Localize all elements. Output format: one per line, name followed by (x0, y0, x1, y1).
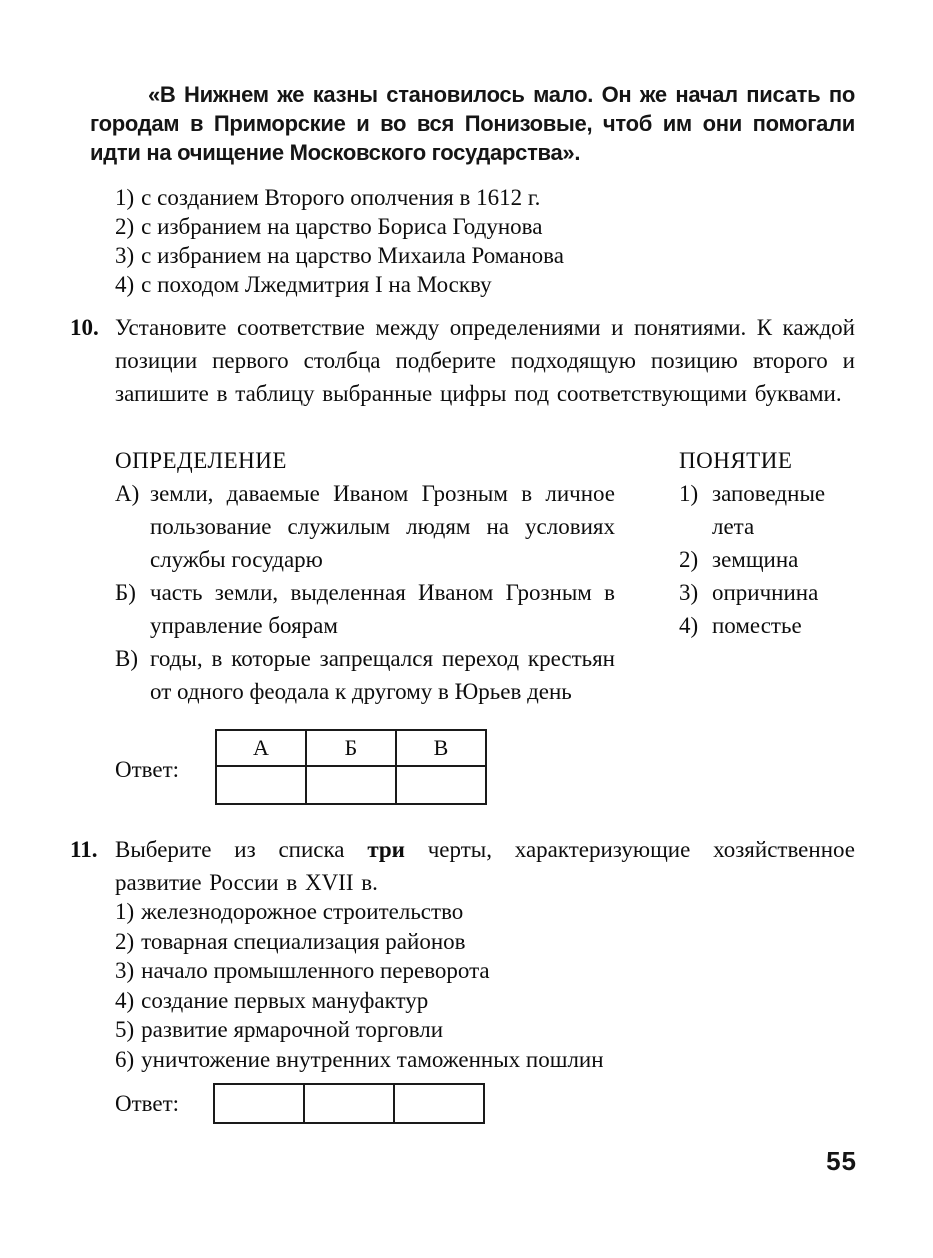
option-text: железнодорожное строительство (141, 899, 464, 924)
option-text: уничтожение внутренних таможенных пошлин (141, 1046, 604, 1072)
question-11 (70, 833, 855, 899)
q10-answer-cell-v[interactable] (396, 766, 486, 804)
option-text: с избранием на царство Бориса Годунова (141, 214, 543, 239)
q10-answer-table (215, 729, 487, 805)
list-item (115, 241, 564, 270)
q10-answer-label: Ответ: (115, 757, 180, 782)
concept-marker: 3) (679, 580, 699, 605)
question-10 (70, 311, 855, 410)
source-quote: «В Нижнем же казны становилось мало. Он же начал писать по городам в Приморские и во вся Понизовые, чтоб им они помогали идти на очищение Московского государства». (90, 82, 855, 165)
list-item (115, 1015, 604, 1045)
previous-question-options (115, 183, 564, 299)
question-11-bold-word: три (367, 837, 405, 862)
q11-answer-cell-3[interactable] (394, 1084, 484, 1123)
list-item (115, 270, 564, 299)
q10-answer-header-row (216, 730, 486, 766)
answer-column-header: А (216, 730, 306, 766)
option-marker: 1) (115, 185, 135, 210)
concept-item (679, 576, 855, 609)
concept-text: поместье (712, 613, 802, 638)
option-marker: 4) (115, 987, 135, 1013)
option-text: развитие ярмарочной торговли (141, 1017, 444, 1043)
option-text: с избранием на царство Михаила Романова (141, 243, 564, 268)
option-marker: 3) (115, 958, 135, 984)
option-marker: 1) (115, 899, 135, 924)
q11-answer-cell-2[interactable] (304, 1084, 394, 1123)
option-text: с походом Лжедмитрия I на Москву (141, 272, 492, 297)
q11-answer-cell-1[interactable] (214, 1084, 304, 1123)
definition-marker: Б) (115, 580, 136, 605)
page-number: 55 (826, 1146, 857, 1176)
list-item (115, 183, 564, 212)
option-marker: 2) (115, 928, 135, 954)
concept-text: опричнина (712, 580, 819, 605)
option-marker: 5) (115, 1017, 135, 1043)
option-text: создание первых мануфактур (141, 987, 429, 1013)
question-10-number: 10. (70, 315, 99, 340)
answer-column-header: В (396, 730, 486, 766)
q10-answer-cell-b[interactable] (306, 766, 396, 804)
definition-marker: А) (115, 481, 140, 506)
concepts-header: ПОНЯТИЕ (679, 448, 793, 473)
q11-answer-label: Ответ: (115, 1091, 180, 1116)
concept-item (679, 609, 855, 642)
option-marker: 3) (115, 243, 135, 268)
list-item (115, 212, 564, 241)
option-text: начало промышленного переворота (141, 958, 490, 984)
question-10-text: Установите соответствие между определениями и понятиями. К каждой позиции первого столбца подберите подходящую позицию второго и запишите в таблицу выбранные цифры под соответствующими буквами. (115, 315, 855, 406)
concept-marker: 1) (679, 481, 699, 506)
option-marker: 2) (115, 214, 135, 239)
q11-answer-input-row (214, 1084, 484, 1123)
list-item (115, 956, 604, 986)
definition-text: земли, даваемые Иваном Грозным в личное пользование служилым людям на условиях службы государю (150, 481, 615, 572)
concept-text: заповедные лета (712, 481, 826, 539)
concept-item (679, 543, 855, 576)
option-text: с созданием Второго ополчения в 1612 г. (141, 185, 541, 210)
list-item (115, 986, 604, 1016)
matching-columns (115, 444, 855, 708)
list-item (115, 927, 604, 957)
list-item (115, 897, 604, 927)
definitions-header: ОПРЕДЕЛЕНИЕ (115, 448, 287, 473)
definition-marker: В) (115, 646, 138, 671)
option-text: товарная специализация районов (141, 928, 466, 954)
definition-item (115, 576, 615, 642)
definition-text: часть земли, выделенная Иваном Грозным в управление боярам (150, 580, 615, 638)
concept-text: земщина (712, 547, 799, 572)
question-11-text-part: черты, характеризующие хозяйственное развитие России в XVII в. (115, 837, 855, 895)
question-11-text (115, 833, 855, 899)
definition-item (115, 642, 615, 708)
concepts-column (679, 444, 855, 708)
q10-answer-cell-a[interactable] (216, 766, 306, 804)
option-marker: 4) (115, 272, 135, 297)
option-marker: 6) (115, 1046, 135, 1072)
answer-column-header: Б (306, 730, 396, 766)
concept-item (679, 477, 855, 543)
definitions-column (115, 444, 615, 708)
concept-marker: 2) (679, 547, 699, 572)
q10-answer-input-row (216, 766, 486, 804)
question-11-options (115, 897, 604, 1075)
list-item (115, 1045, 604, 1075)
question-11-text-part: Выберите из списка (115, 837, 368, 862)
definition-text: годы, в которые запрещался переход крестьян от одного феодала к другому в Юрьев день (150, 646, 615, 704)
definition-item (115, 477, 615, 576)
concept-marker: 4) (679, 613, 699, 638)
q11-answer-table (213, 1083, 485, 1124)
question-11-number: 11. (70, 837, 98, 862)
